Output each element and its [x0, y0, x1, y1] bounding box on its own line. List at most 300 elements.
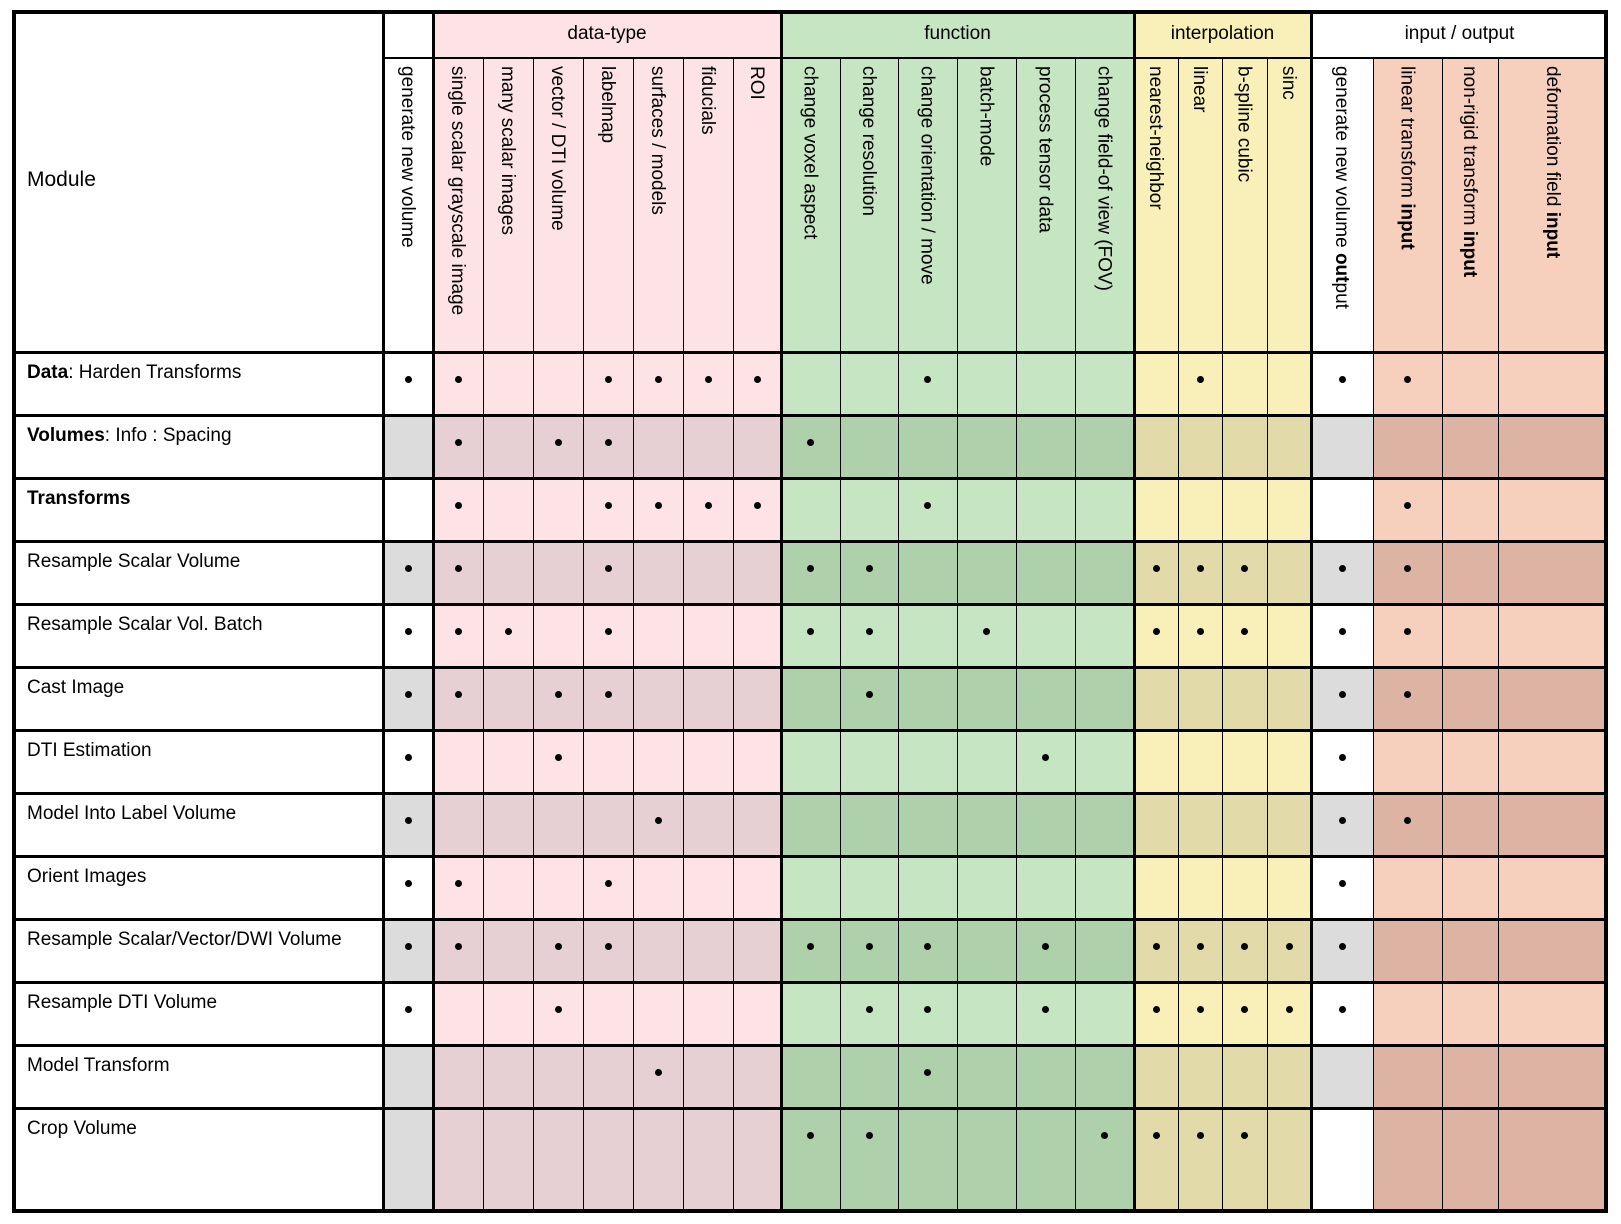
table-cell [781, 730, 840, 793]
column-label-text: linear [1189, 66, 1210, 113]
module-name [27, 362, 241, 384]
table-cell [781, 541, 840, 604]
column-label-text: change voxel aspect [799, 66, 821, 240]
table-cell [633, 982, 683, 1045]
table-cell [1222, 730, 1267, 793]
table-cell [383, 478, 433, 541]
grid-line [12, 10, 16, 1213]
table-cell [633, 604, 683, 667]
table-cell [733, 667, 781, 730]
table-cell [1267, 982, 1311, 1045]
column-header-cell [733, 58, 781, 352]
check-dot [405, 880, 412, 887]
table-cell [957, 919, 1016, 982]
module-name-text: Orient Images [27, 866, 147, 887]
column-label-bold: input [1542, 211, 1563, 259]
check-dot [866, 1132, 873, 1139]
check-dot [866, 628, 873, 635]
module-name [27, 614, 263, 636]
column-label-bold: input [1396, 203, 1418, 250]
table-cell [733, 1045, 781, 1108]
table-cell [383, 1045, 433, 1108]
table-cell [1498, 352, 1608, 415]
check-dot [455, 628, 462, 635]
table-cell [1442, 478, 1498, 541]
check-dot [1241, 1006, 1248, 1013]
table-cell [840, 793, 898, 856]
table-cell [781, 604, 840, 667]
column-header-label [1190, 66, 1209, 112]
column-header-cell [433, 58, 483, 352]
table-cell [1442, 793, 1498, 856]
table-cell [633, 856, 683, 919]
table-cell [633, 478, 683, 541]
table-cell [583, 667, 633, 730]
table-cell [1134, 352, 1178, 415]
table-cell [1134, 730, 1178, 793]
table-cell [683, 730, 733, 793]
table-row-module [12, 856, 383, 919]
table-cell [1075, 730, 1134, 793]
table-cell [840, 1045, 898, 1108]
column-label-bold: out [1331, 252, 1352, 283]
table-cell [483, 793, 533, 856]
table-cell [957, 415, 1016, 478]
table-cell [1222, 1045, 1267, 1108]
table-cell [583, 919, 633, 982]
table-cell [433, 541, 483, 604]
table-cell [1373, 1045, 1442, 1108]
check-dot [1241, 1132, 1248, 1139]
grid-line [12, 666, 1608, 669]
module-name-bold: Volumes [27, 425, 105, 446]
table-cell [483, 415, 533, 478]
table-cell [533, 352, 583, 415]
grid-line [633, 58, 634, 1213]
table-cell [733, 1108, 781, 1213]
table-cell [1373, 730, 1442, 793]
column-header-cell [898, 58, 957, 352]
table-cell [433, 604, 483, 667]
table-cell [733, 541, 781, 604]
table-cell [483, 730, 533, 793]
check-dot [1339, 691, 1346, 698]
table-cell [1178, 1108, 1222, 1213]
table-cell [1442, 919, 1498, 982]
table-cell [1222, 604, 1267, 667]
column-header-label [1460, 66, 1479, 277]
module-name-text: Cast Image [27, 677, 125, 698]
table-cell [898, 604, 957, 667]
module-feature-table [12, 10, 1608, 1213]
table-cell [957, 541, 1016, 604]
table-cell [1222, 856, 1267, 919]
table-cell [1373, 1108, 1442, 1213]
table-cell [383, 667, 433, 730]
check-dot [983, 628, 990, 635]
table-cell [1311, 982, 1373, 1045]
table-cell [533, 541, 583, 604]
table-cell [683, 1045, 733, 1108]
table-cell [1442, 667, 1498, 730]
table-cell [1016, 1108, 1075, 1213]
column-label-text: generate new volume [397, 66, 418, 248]
table-cell [1075, 478, 1134, 541]
table-cell [1075, 793, 1134, 856]
column-header-label [977, 66, 996, 166]
table-cell [483, 1108, 533, 1213]
check-dot [455, 943, 462, 950]
check-dot [405, 376, 412, 383]
table-cell [840, 1108, 898, 1213]
check-dot [455, 880, 462, 887]
table-cell [898, 667, 957, 730]
table-cell [1222, 541, 1267, 604]
table-cell [383, 541, 433, 604]
table-cell [957, 1108, 1016, 1213]
table-cell [433, 352, 483, 415]
check-dot [455, 439, 462, 446]
table-cell [1267, 478, 1311, 541]
table-cell [957, 730, 1016, 793]
column-header-cell [1134, 58, 1178, 352]
table-cell [840, 919, 898, 982]
check-dot [505, 628, 512, 635]
table-cell [583, 604, 633, 667]
table-row-module [12, 415, 383, 478]
module-name [27, 1118, 137, 1140]
module-name-text: Resample Scalar Volume [27, 551, 241, 572]
column-header-cell [957, 58, 1016, 352]
table-cell [1075, 415, 1134, 478]
table-cell [733, 604, 781, 667]
table-cell [483, 541, 533, 604]
column-header-cell [683, 58, 733, 352]
check-dot [924, 1069, 931, 1076]
table-cell [633, 667, 683, 730]
table-cell [533, 478, 583, 541]
table-cell [1442, 730, 1498, 793]
table-cell [1075, 604, 1134, 667]
check-dot [405, 817, 412, 824]
table-cell [898, 982, 957, 1045]
module-name [27, 992, 217, 1014]
table-cell [683, 604, 733, 667]
check-dot [1404, 691, 1411, 698]
table-cell [840, 604, 898, 667]
table-cell [1498, 1045, 1608, 1108]
table-cell [1016, 919, 1075, 982]
column-header-label [398, 66, 417, 248]
table-cell [583, 730, 633, 793]
column-header-label [448, 66, 467, 315]
column-header-cell [840, 58, 898, 352]
group-header-interpolation: interpolation [1134, 10, 1311, 58]
table-cell [433, 919, 483, 982]
table-cell [781, 1045, 840, 1108]
table-row-module [12, 1108, 383, 1213]
check-dot [455, 502, 462, 509]
check-dot [555, 691, 562, 698]
column-header-label [747, 66, 766, 100]
check-dot [924, 376, 931, 383]
module-name [27, 677, 124, 699]
table-cell [433, 793, 483, 856]
column-label-text: change field-of view (FOV) [1093, 66, 1115, 291]
table-row-module [12, 604, 383, 667]
table-cell [383, 604, 433, 667]
table-cell [633, 730, 683, 793]
table-cell [957, 793, 1016, 856]
table-cell [733, 478, 781, 541]
column-header-cell [1498, 58, 1608, 352]
grid-line [1222, 58, 1223, 1213]
check-dot [555, 439, 562, 446]
table-cell [1178, 793, 1222, 856]
check-dot [1404, 376, 1411, 383]
table-cell [781, 667, 840, 730]
table-cell [1016, 541, 1075, 604]
column-header-label [801, 66, 820, 239]
table-cell [1373, 478, 1442, 541]
check-dot [555, 754, 562, 761]
table-cell [433, 415, 483, 478]
check-dot [605, 880, 612, 887]
table-row-module [12, 919, 383, 982]
table-cell [433, 856, 483, 919]
table-cell [898, 541, 957, 604]
check-dot [1153, 1132, 1160, 1139]
table-cell [1075, 919, 1134, 982]
group-header-data-type: data-type [433, 10, 781, 58]
table-row-module [12, 730, 383, 793]
check-dot [1241, 943, 1248, 950]
table-cell [1016, 856, 1075, 919]
column-header-cell [483, 58, 533, 352]
module-name-text: Resample Scalar Vol. Batch [27, 614, 263, 635]
check-dot [605, 565, 612, 572]
check-dot [1339, 565, 1346, 572]
check-dot [655, 817, 662, 824]
table-cell [483, 478, 533, 541]
column-label-text: nearest-neighbor [1145, 66, 1166, 210]
check-dot [1339, 817, 1346, 824]
column-label-bold: input [1459, 230, 1480, 278]
module-name [27, 1055, 170, 1077]
grid-line [382, 10, 385, 1213]
table-cell [1178, 478, 1222, 541]
group-header-blank [383, 10, 433, 58]
table-cell [633, 793, 683, 856]
check-dot [705, 502, 712, 509]
table-row-module [12, 541, 383, 604]
module-name [27, 551, 240, 573]
table-cell [733, 793, 781, 856]
module-name-text: Resample DTI Volume [27, 992, 218, 1013]
module-name [27, 866, 146, 888]
table-cell [1267, 541, 1311, 604]
column-label-text: ROI [746, 66, 767, 100]
table-cell [1498, 730, 1608, 793]
grid-line [1016, 58, 1017, 1213]
table-cell [1016, 982, 1075, 1045]
table-cell [781, 856, 840, 919]
table-cell [483, 982, 533, 1045]
table-cell [898, 352, 957, 415]
module-name-text: Model Transform [27, 1055, 170, 1076]
grid-line [1373, 58, 1374, 1213]
check-dot [924, 502, 931, 509]
table-cell [533, 415, 583, 478]
table-cell [583, 352, 633, 415]
table-cell [1442, 856, 1498, 919]
table-cell [1311, 478, 1373, 541]
column-header-cell [1311, 58, 1373, 352]
table-cell [781, 793, 840, 856]
module-name-text: : Info : Spacing [104, 425, 232, 446]
grid-line [1604, 10, 1608, 1213]
column-header-label [698, 66, 717, 135]
check-dot [405, 943, 412, 950]
table-cell [1442, 541, 1498, 604]
table-cell [1178, 1045, 1222, 1108]
check-dot [866, 943, 873, 950]
table-cell [483, 667, 533, 730]
module-name-text: : Harden Transforms [68, 362, 242, 383]
table-cell [957, 604, 1016, 667]
column-label-text: sinc [1278, 66, 1299, 100]
grid-line [533, 58, 534, 1213]
check-dot [1286, 1006, 1293, 1013]
check-dot [1339, 1006, 1346, 1013]
table-cell [957, 1045, 1016, 1108]
column-header-label [859, 66, 878, 216]
table-cell [383, 415, 433, 478]
module-header-cell [12, 10, 383, 352]
module-name [27, 929, 342, 951]
table-row-module [12, 982, 383, 1045]
check-dot [605, 691, 612, 698]
module-name-text: Crop Volume [27, 1118, 137, 1139]
table-cell [1016, 352, 1075, 415]
table-cell [1498, 982, 1608, 1045]
table-cell [1267, 415, 1311, 478]
column-header-label [548, 66, 567, 231]
check-dot [405, 754, 412, 761]
check-dot [655, 376, 662, 383]
table-cell [533, 667, 583, 730]
column-label-text: fiducials [697, 66, 718, 135]
table-cell [1373, 793, 1442, 856]
check-dot [1241, 565, 1248, 572]
table-cell [1075, 541, 1134, 604]
check-dot [1197, 1132, 1204, 1139]
table-cell [1267, 730, 1311, 793]
table-cell [1075, 1045, 1134, 1108]
table-cell [1222, 919, 1267, 982]
table-cell [1311, 1045, 1373, 1108]
check-dot [405, 1006, 412, 1013]
group-header-function: function [781, 10, 1134, 58]
table-cell [1267, 919, 1311, 982]
table-cell [1442, 604, 1498, 667]
table-cell [683, 982, 733, 1045]
table-cell [1267, 856, 1311, 919]
table-cell [1178, 919, 1222, 982]
table-cell [1373, 667, 1442, 730]
grid-line [12, 540, 1608, 543]
grid-line [12, 1209, 1608, 1213]
table-cell [433, 667, 483, 730]
column-header-cell [533, 58, 583, 352]
table-cell [683, 856, 733, 919]
table-cell [1311, 541, 1373, 604]
table-cell [1222, 478, 1267, 541]
column-header-cell [633, 58, 683, 352]
table-cell [683, 541, 733, 604]
check-dot [605, 943, 612, 950]
table-cell [533, 1108, 583, 1213]
check-dot [1404, 628, 1411, 635]
table-cell [733, 415, 781, 478]
table-cell [433, 478, 483, 541]
grid-line [12, 1107, 1608, 1110]
column-header-cell [1222, 58, 1267, 352]
table-cell [633, 541, 683, 604]
table-cell [483, 919, 533, 982]
table-cell [583, 982, 633, 1045]
table-cell [633, 919, 683, 982]
check-dot [1197, 565, 1204, 572]
table-cell [1075, 982, 1134, 1045]
table-cell [533, 604, 583, 667]
module-name [27, 425, 232, 447]
check-dot [866, 691, 873, 698]
table-cell [583, 478, 633, 541]
table-cell [1222, 793, 1267, 856]
table-row-module [12, 667, 383, 730]
column-label-text: deformation field [1542, 66, 1563, 212]
table-cell [1311, 793, 1373, 856]
check-dot [754, 502, 761, 509]
table-cell [1016, 793, 1075, 856]
check-dot [1153, 1006, 1160, 1013]
table-cell [898, 730, 957, 793]
table-cell [1134, 604, 1178, 667]
table-cell [1373, 919, 1442, 982]
table-cell [483, 352, 533, 415]
table-row-module [12, 793, 383, 856]
check-dot [1339, 754, 1346, 761]
table-cell [840, 415, 898, 478]
grid-line [1442, 58, 1443, 1213]
table-cell [1267, 1108, 1311, 1213]
grid-line [1178, 58, 1179, 1213]
table-cell [383, 1108, 433, 1213]
table-cell [1498, 604, 1608, 667]
module-name-bold: Transforms [27, 488, 131, 509]
table-cell [1498, 856, 1608, 919]
table-cell [840, 856, 898, 919]
table-cell [733, 730, 781, 793]
grid-line [1498, 58, 1499, 1213]
table-cell [1267, 352, 1311, 415]
check-dot [1153, 565, 1160, 572]
table-cell [1016, 1045, 1075, 1108]
column-header-cell [1016, 58, 1075, 352]
column-label-text: linear transform [1396, 66, 1418, 204]
grid-line [583, 58, 584, 1213]
